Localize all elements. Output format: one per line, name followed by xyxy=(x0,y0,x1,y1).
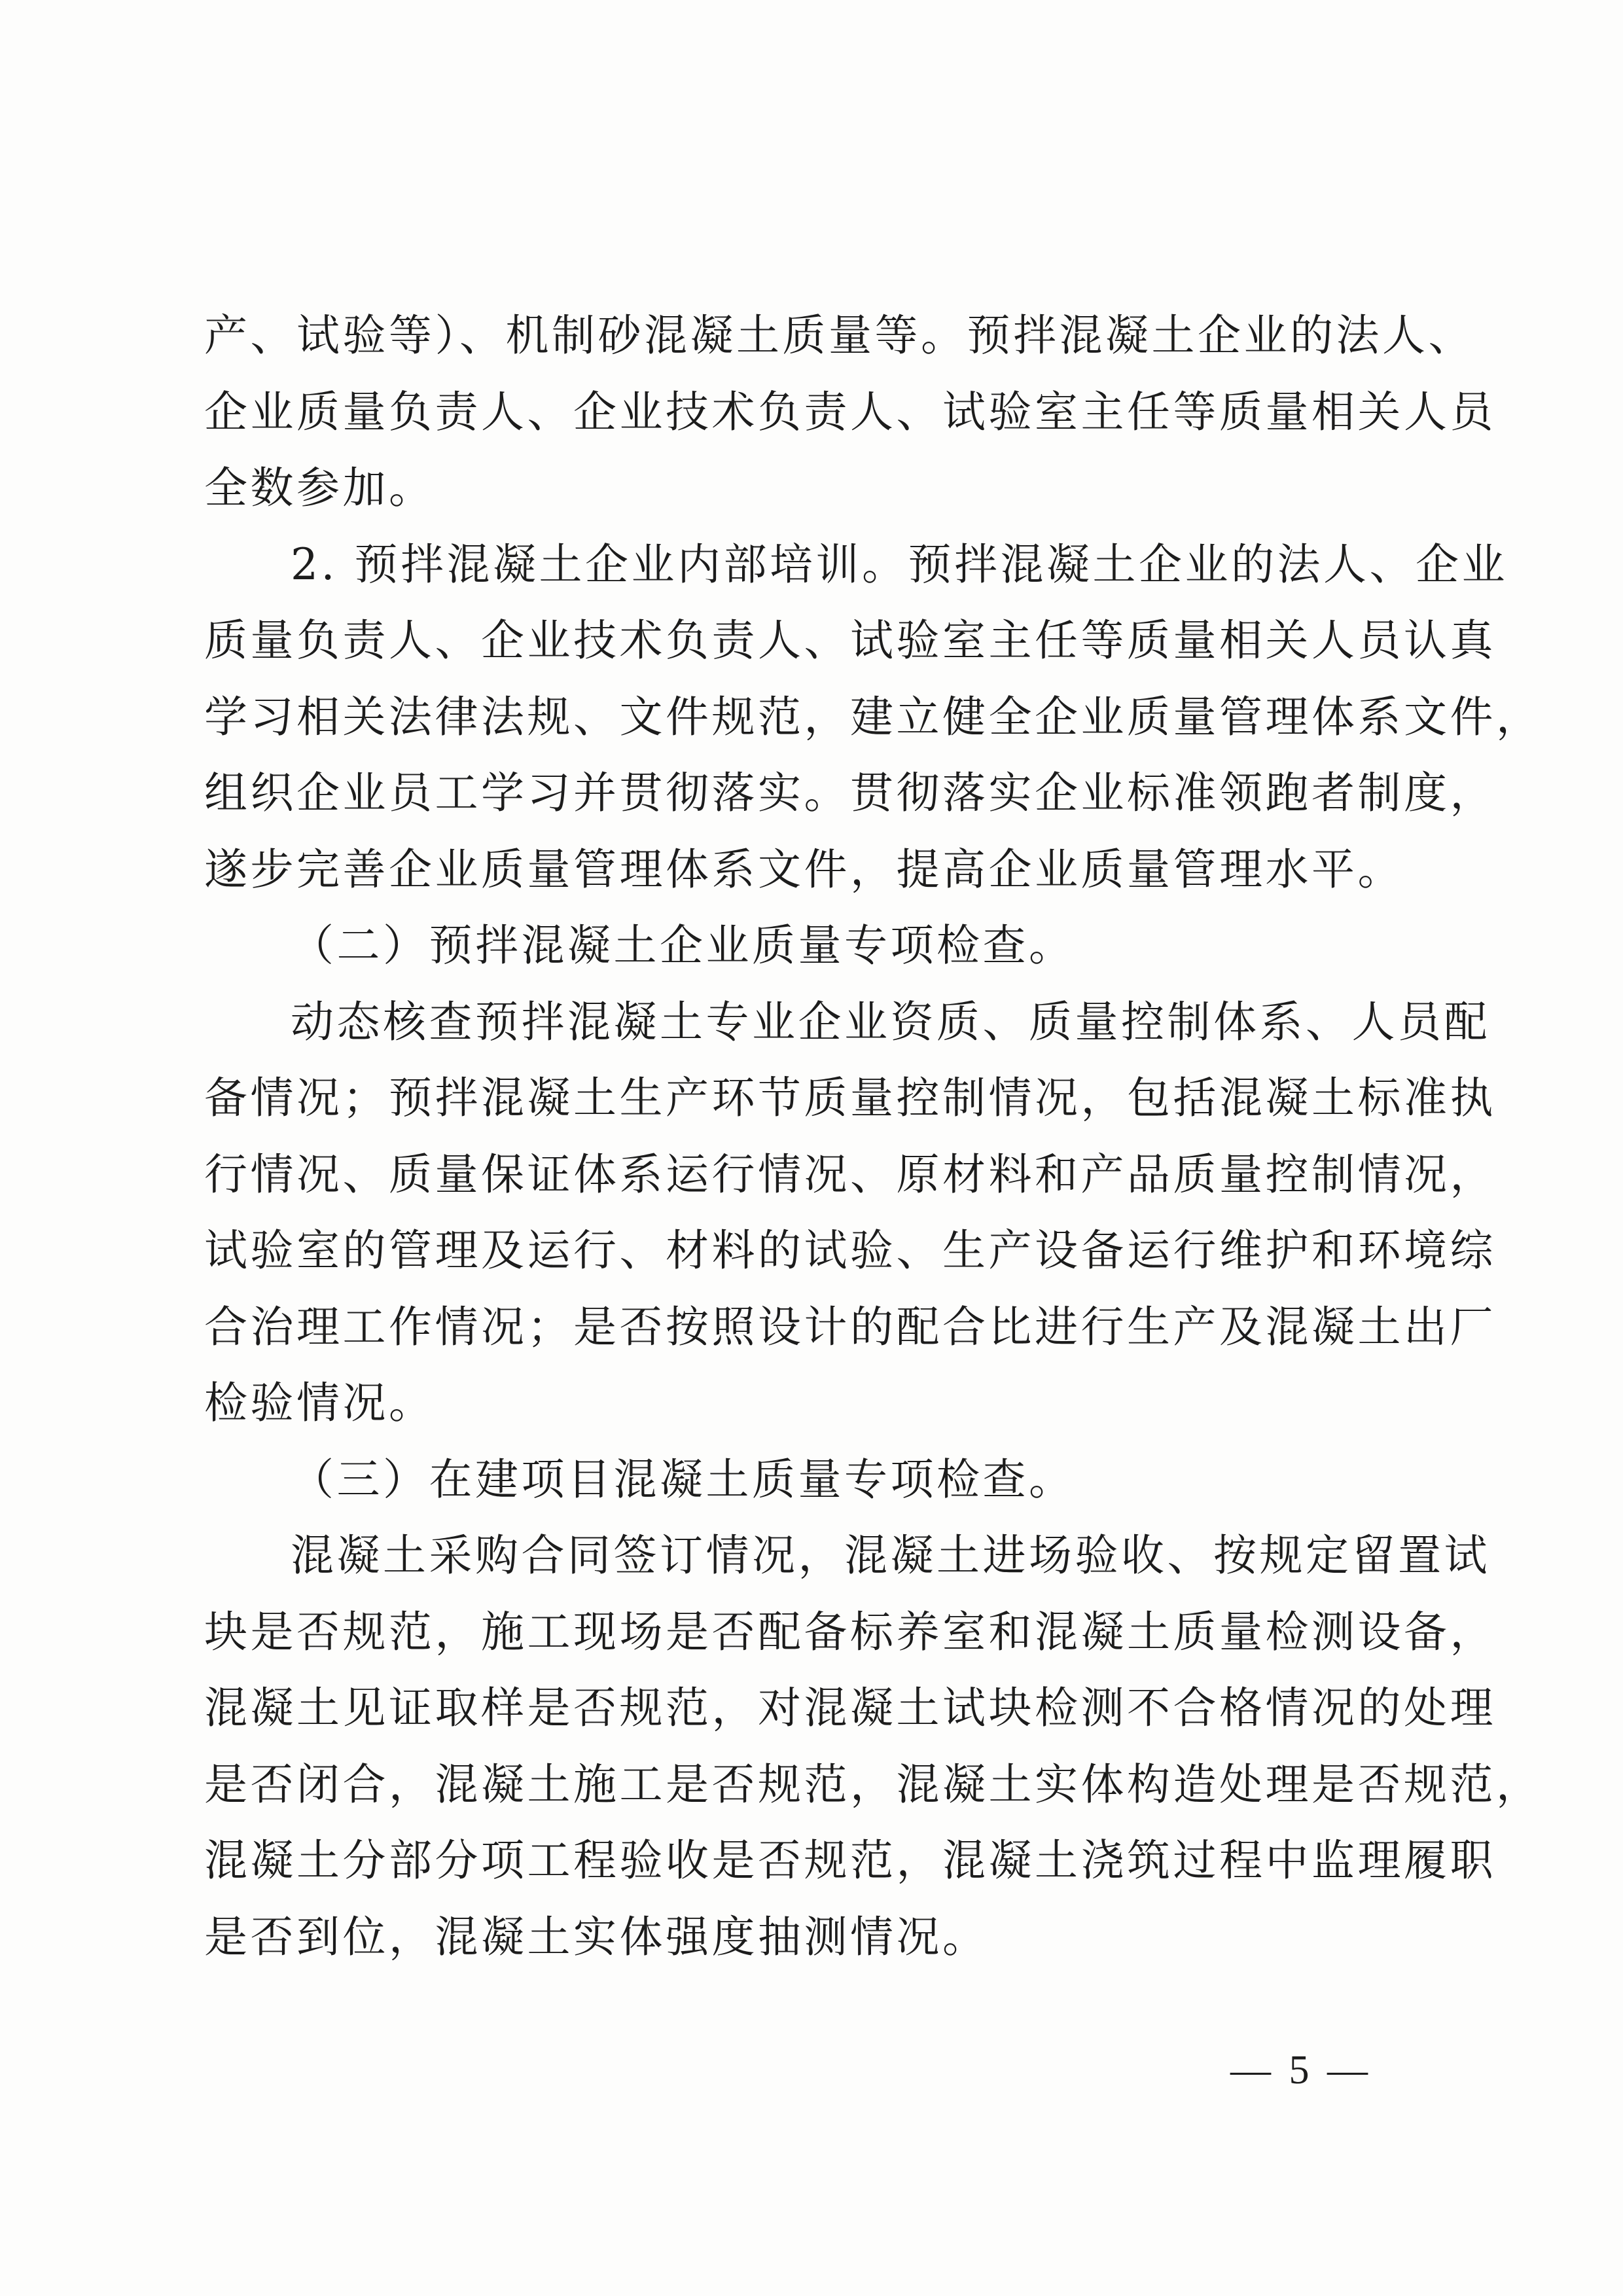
text-line: 混凝土见证取样是否规范，对混凝土试块检测不合格情况的处理 xyxy=(204,1683,1496,1733)
text-line: 学习相关法律法规、文件规范，建立健全企业质量管理体系文件， xyxy=(204,691,1543,742)
text-line: 混凝土分部分项工程验收是否规范，混凝土浇筑过程中监理履职 xyxy=(204,1835,1496,1886)
page-number: — 5 — xyxy=(1230,2048,1372,2092)
section-heading: （二）预拌混凝土企业质量专项检查。 xyxy=(291,920,1075,971)
text-line: 检验情况。 xyxy=(204,1378,435,1428)
text-line: 块是否规范，施工现场是否配备标养室和混凝土质量检测设备， xyxy=(204,1606,1496,1657)
text-line: 试验室的管理及运行、材料的试验、生产设备运行维护和环境综 xyxy=(204,1225,1496,1276)
text-line: 组织企业员工学习并贯彻落实。贯彻落实企业标准领跑者制度， xyxy=(204,768,1496,818)
text-line: 行情况、质量保证体系运行情况、原材料和产品质量控制情况， xyxy=(204,1149,1496,1200)
document-body xyxy=(204,298,1543,1975)
text-line: 2. 预拌混凝土企业内部培训。预拌混凝土企业的法人、企业 xyxy=(291,539,1508,590)
text-line: 是否到位，混凝土实体强度抽测情况。 xyxy=(204,1911,989,1962)
text-line: 混凝土采购合同签订情况，混凝土进场验收、按规定留置试 xyxy=(291,1530,1490,1581)
text-line: 产、试验等）、机制砂混凝土质量等。预拌混凝土企业的法人、 xyxy=(204,310,1474,361)
text-line: 合治理工作情况；是否按照设计的配合比进行生产及混凝土出厂 xyxy=(204,1301,1496,1352)
text-line: 是否闭合，混凝土施工是否规范，混凝土实体构造处理是否规范， xyxy=(204,1759,1543,1810)
text-line: 遂步完善企业质量管理体系文件，提高企业质量管理水平。 xyxy=(204,844,1404,895)
text-line: 质量负责人、企业技术负责人、试验室主任等质量相关人员认真 xyxy=(204,615,1496,666)
text-line: 企业质量负责人、企业技术负责人、试验室主任等质量相关人员 xyxy=(204,386,1496,437)
section-heading: （三）在建项目混凝土质量专项检查。 xyxy=(291,1454,1075,1505)
text-line: 备情况；预拌混凝土生产环节质量控制情况，包括混凝土标准执 xyxy=(204,1073,1496,1123)
text-line: 动态核查预拌混凝土专业企业资质、质量控制体系、人员配 xyxy=(291,996,1490,1047)
text-line: 全数参加。 xyxy=(204,463,435,513)
